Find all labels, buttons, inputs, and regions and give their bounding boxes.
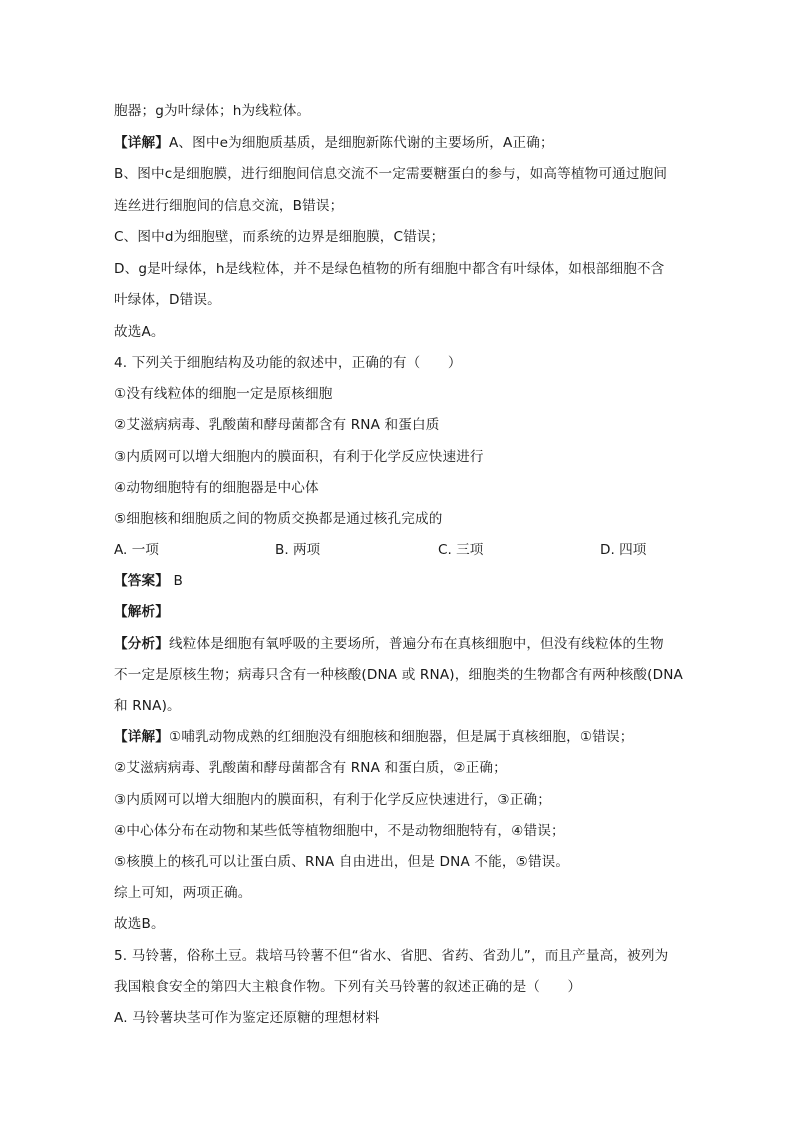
analyze-tag: 【分析】 (114, 636, 169, 652)
text-line: 不一定是原核生物；病毒只含有一种核酸(DNA 或 RNA)，细胞类的生物都含有两种核酸(DNA (114, 667, 683, 683)
option-a: A. 一项 (114, 542, 159, 558)
text-line: 综上可知，两项正确。 (114, 885, 252, 901)
text-line: ③内质网可以增大细胞内的膜面积，有利于化学反应快速进行，③正确； (114, 792, 551, 808)
statement-4: ④动物细胞特有的细胞器是中心体 (114, 480, 319, 496)
detail-tag: 【详解】 (114, 135, 169, 151)
text-line: 和 RNA)。 (114, 698, 181, 714)
question-5-stem: 5. 马铃薯，俗称土豆。栽培马铃薯不但“省水、省肥、省药、省劲儿”，而且产量高，被列为 (114, 948, 669, 964)
text-line: 故选B。 (114, 916, 165, 932)
text-line: ⑤核膜上的核孔可以让蛋白质、RNA 自由进出，但是 DNA 不能，⑤错误。 (114, 854, 570, 870)
option-d: D. 四项 (600, 542, 647, 558)
option-c: C. 三项 (438, 542, 484, 558)
text-line: C、图中d为细胞壁，而系统的边界是细胞膜，C错误； (114, 229, 445, 245)
answer-tag: 【答案】 (114, 573, 169, 589)
text-line: 连丝进行细胞间的信息交流，B错误； (114, 198, 344, 214)
text-line: 胞器；g为叶绿体；h为线粒体。 (114, 103, 311, 119)
answer-line: 【答案】 B (114, 573, 183, 589)
statement-5: ⑤细胞核和细胞质之间的物质交换都是通过核孔完成的 (114, 511, 443, 527)
option-b: B. 两项 (275, 542, 321, 558)
statement-1: ①没有线粒体的细胞一定是原核细胞 (114, 386, 333, 402)
text-line: ④中心体分布在动物和某些低等植物细胞中，不是动物细胞特有，④错误； (114, 823, 565, 839)
text-line: 【详解】A、图中e为细胞质基质，是细胞新陈代谢的主要场所，A正确； (114, 135, 554, 151)
analysis-heading: 【解析】 (114, 604, 169, 620)
text-line: 【详解】①哺乳动物成熟的红细胞没有细胞核和细胞器，但是属于真核细胞，①错误； (114, 729, 634, 745)
text-line: 故选A。 (114, 324, 165, 340)
text-line: 叶绿体，D错误。 (114, 292, 221, 308)
text-line: B、图中c是细胞膜，进行细胞间信息交流不一定需要糖蛋白的参与，如高等植物可通过胞间 (114, 166, 668, 182)
text-line: 【分析】线粒体是细胞有氧呼吸的主要场所，普遍分布在真核细胞中，但没有线粒体的生物 (114, 636, 664, 652)
statement-3: ③内质网可以增大细胞内的膜面积，有利于化学反应快速进行 (114, 449, 484, 465)
text-line: D、g是叶绿体，h是线粒体，并不是绿色植物的所有细胞中都含有叶绿体，如根部细胞不含 (114, 261, 665, 277)
option-a: A. 马铃薯块茎可作为鉴定还原糖的理想材料 (114, 1010, 380, 1026)
text-line: 我国粮食安全的第四大主粮食作物。下列有关马铃薯的叙述正确的是（ ） (114, 979, 582, 995)
statement-2: ②艾滋病病毒、乳酸菌和酵母菌都含有 RNA 和蛋白质 (114, 417, 440, 433)
detail-tag: 【详解】 (114, 729, 169, 745)
question-4-stem: 4. 下列关于细胞结构及功能的叙述中，正确的有（ ） (114, 355, 462, 371)
text-line: ②艾滋病病毒、乳酸菌和酵母菌都含有 RNA 和蛋白质，②正确； (114, 760, 507, 776)
